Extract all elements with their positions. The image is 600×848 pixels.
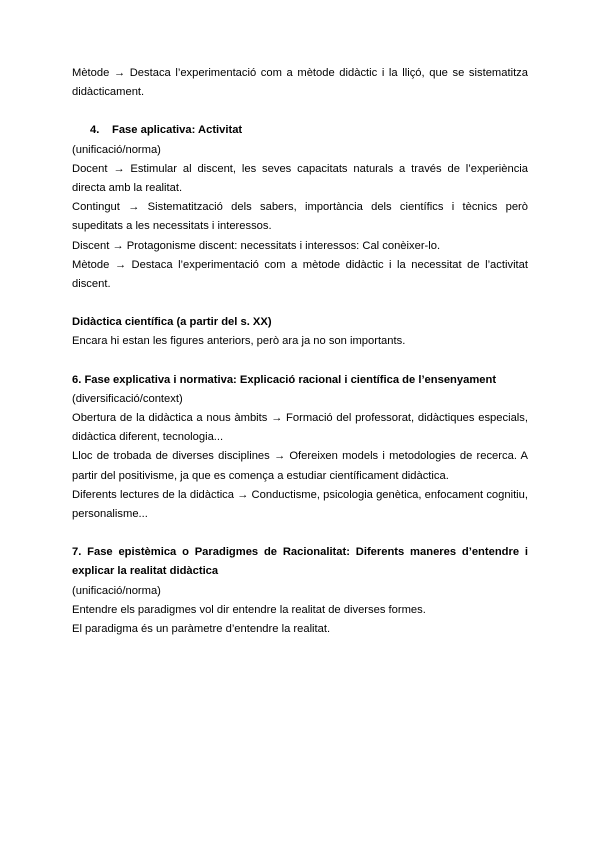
section-6-paragraph-1: Obertura de la didàctica a nous àmbits → Formació del professorat, didàctiques especials, didàctica diferent, tecnologia... — [72, 412, 528, 444]
section-4-docent: Docent → Estimular al discent, les seves capacitats naturals a través de l’experiència directa amb la realitat. — [72, 162, 528, 195]
section-7-paragraph-1: Entendre els paradigmes vol dir entendre la realitat de diverses formes. — [72, 603, 426, 616]
spacer — [72, 352, 528, 371]
section-6-paragraph-2: Lloc de trobada de diverses disciplines → Ofereixen models i metodologies de recerca. A partir del positivisme, ja que es comença a estudiar científicament didàctica. — [72, 450, 528, 482]
section-4-heading — [72, 121, 528, 140]
cientifica-text: Encara hi estan les figures anteriors, però ara ja no son importants. — [72, 335, 406, 348]
metode-paragraph: Mètode → Destaca l’experimentació com a mètode didàctic i la lliçó, que se sistematitza didàcticament. — [72, 67, 528, 99]
section-4-metode: Mètode → Destaca l’experimentació com a mètode didàctic i la necessitat de l’activitat discent. — [72, 258, 528, 291]
spacer — [72, 524, 528, 543]
section-7-subtitle: (unificació/norma) — [72, 584, 161, 597]
section-4-subtitle: (unificació/norma) — [72, 143, 161, 156]
document-page — [72, 64, 528, 639]
section-7-paragraph-2: El paradigma és un paràmetre d’entendre la realitat. — [72, 623, 331, 636]
spacer — [72, 102, 528, 121]
spacer — [72, 294, 528, 313]
cientifica-heading: Didàctica científica (a partir del s. XX) — [72, 316, 272, 329]
section-4-number: 4. — [90, 124, 100, 137]
section-7-heading: 7. Fase epistèmica o Paradigmes de Racionalitat: Diferents maneres d’entendre i explicar la realitat didàctica — [72, 546, 528, 578]
section-4-title: Fase aplicativa: Activitat — [112, 124, 243, 137]
section-6-subtitle: (diversificació/context) — [72, 392, 183, 405]
section-6-paragraph-3: Diferents lectures de la didàctica → Conductisme, psicologia genètica, enfocament cognitiu, personalisme... — [72, 488, 528, 521]
section-4-contingut: Contingut → Sistematització dels sabers, importància dels científics i tècnics però supeditats a les necessitats i interessos. — [72, 201, 528, 233]
section-4-discent: Discent → Protagonisme discent: necessitats i interessos: Cal conèixer-lo. — [72, 239, 441, 252]
section-6-heading: 6. Fase explicativa i normativa: Explicació racional i científica de l’ensenyament — [72, 373, 497, 386]
